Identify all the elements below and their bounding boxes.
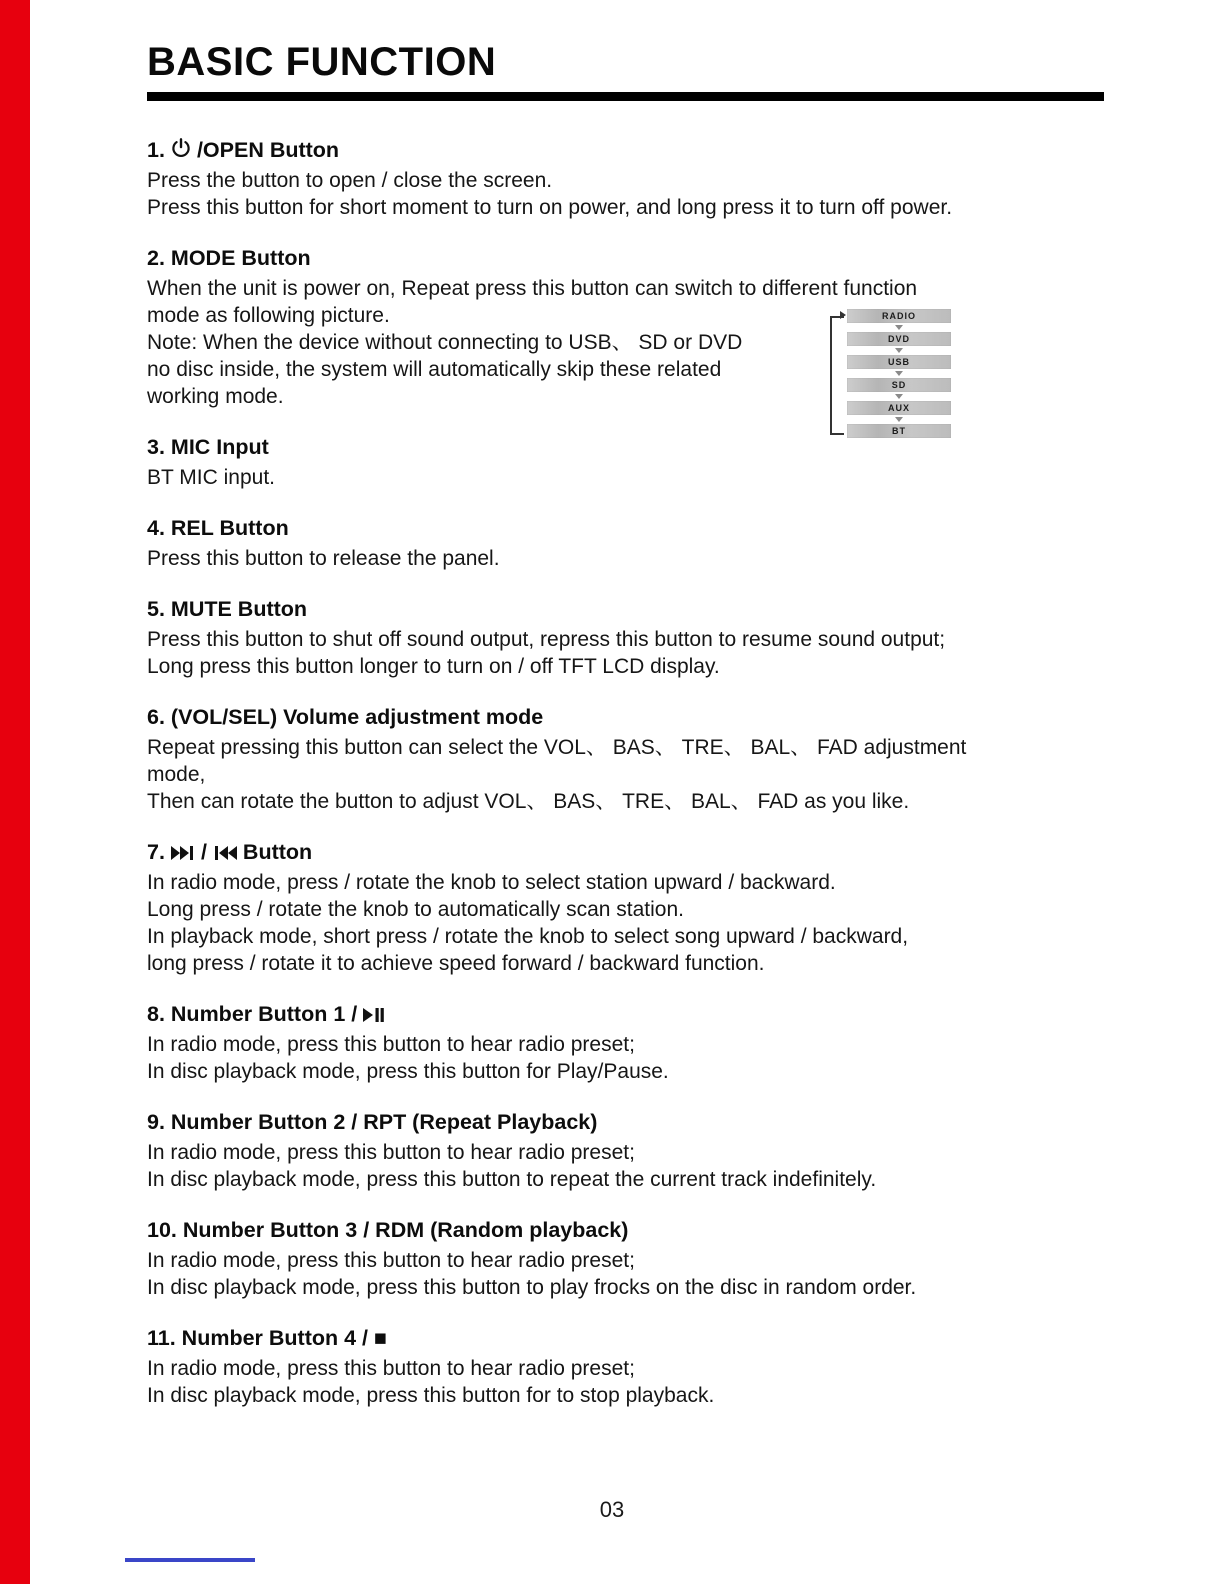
section-title: /OPEN Button [196,138,340,162]
body-line: Long press / rotate the knob to automatically scan station. [147,898,684,921]
body-line: BT MIC input. [147,466,275,489]
section-vol-sel [147,704,1104,815]
body-line: Then can rotate the button to adjust VOL、 BAS、 TRE、 BAL、 FAD as you like. [147,790,910,813]
note-line: Note: When the device without connecting to USB、 SD or DVD [147,331,743,354]
section-heading [147,839,1104,866]
page-content [147,40,1104,1409]
section-number-button-3 [147,1217,1104,1301]
note-line: working mode. [147,385,284,408]
mode-bar-aux [847,401,951,415]
mode-bar-sd [847,378,951,392]
section-title: Button [242,840,313,864]
mode-label: DVD [887,334,910,344]
body-line: In disc playback mode, press this button to play frocks on the disc in random order. [147,1276,917,1299]
mode-bar-radio [847,309,951,323]
down-arrow-icon [895,394,903,399]
down-arrow-icon [895,348,903,353]
section-heading: 2. MODE Button [147,246,311,270]
body-line: In radio mode, press this button to hear radio preset; [147,1141,635,1164]
body-line: Long press this button longer to turn on / off TFT LCD display. [147,655,720,678]
body-line: long press / rotate it to achieve speed forward / backward function. [147,952,765,975]
body-line: Press the button to open / close the screen. [147,169,553,192]
section-number: 1. [147,138,165,162]
section-number: 7. [147,840,165,864]
section-heading: 11. Number Button 4 / ■ [147,1326,387,1350]
mode-label: SD [891,380,907,390]
mode-cycle-diagram [847,309,951,438]
section-rel-button [147,515,1104,572]
section-heading: 9. Number Button 2 / RPT (Repeat Playback) [147,1110,598,1134]
loop-arrowhead-icon [840,311,846,319]
next-track-icon [170,845,196,861]
mode-label: AUX [887,403,910,413]
body-line: mode, [147,763,206,786]
section-mode-button [147,245,1104,436]
body-line: In radio mode, press this button to hear radio preset; [147,1249,635,1272]
down-arrow-icon [895,417,903,422]
mode-label: BT [892,426,906,436]
section-heading: 10. Number Button 3 / RDM (Random playback) [147,1218,629,1242]
mode-label: USB [887,357,910,367]
mode-bar-dvd [847,332,951,346]
play-pause-icon [362,1007,385,1023]
body-line: Press this button to release the panel. [147,547,500,570]
down-arrow-icon [895,371,903,376]
mode-bar-usb [847,355,951,369]
power-icon [170,137,192,159]
down-arrow-icon [895,325,903,330]
body-line: Repeat pressing this button can select the VOL、 BAS、 TRE、 BAL、 FAD adjustment [147,736,967,759]
section-open-button [147,137,1104,221]
body-line: In disc playback mode, press this button to repeat the current track indefinitely. [147,1168,877,1191]
loop-arrow [830,316,844,435]
section-heading: 5. MUTE Button [147,597,308,621]
section-heading [147,137,1104,164]
mode-label: RADIO [882,311,916,321]
section-heading: 4. REL Button [147,516,289,540]
section-heading: 6. (VOL/SEL) Volume adjustment mode [147,705,544,729]
title-rule [147,92,1104,101]
section-number-button-1 [147,1001,1104,1085]
body-line: In disc playback mode, press this button for to stop playback. [147,1384,715,1407]
section-mute-button [147,596,1104,680]
previous-track-icon [212,845,238,861]
section-number-button-4 [147,1325,1104,1409]
body-line: Press this button for short moment to turn on power, and long press it to turn off power. [147,196,953,219]
section-number-button-2 [147,1109,1104,1193]
body-line: When the unit is power on, Repeat press this button can switch to different function [147,277,918,300]
section-mic-input [147,434,1104,491]
mode-list [847,309,951,438]
page-title: BASIC FUNCTION [147,40,497,84]
body-line: mode as following picture. [147,304,390,327]
page-number: 03 [599,1497,625,1522]
section-title: 8. Number Button 1 / [147,1002,358,1026]
body-line: In playback mode, short press / rotate the knob to select song upward / backward, [147,925,909,948]
section-track-buttons [147,839,1104,977]
section-heading [147,1001,1104,1028]
body-line: In radio mode, press / rotate the knob to select station upward / backward. [147,871,836,894]
note-line: no disc inside, the system will automatically skip these related [147,358,722,381]
body-line: Press this button to shut off sound output, repress this button to resume sound output; [147,628,946,651]
section-heading: 3. MIC Input [147,435,269,459]
heading-separator: / [200,840,207,864]
footer-blue-line [125,1558,255,1562]
body-line: In disc playback mode, press this button for Play/Pause. [147,1060,669,1083]
left-red-stripe [0,0,30,1584]
body-line: In radio mode, press this button to hear radio preset; [147,1033,635,1056]
body-line: In radio mode, press this button to hear radio preset; [147,1357,635,1380]
